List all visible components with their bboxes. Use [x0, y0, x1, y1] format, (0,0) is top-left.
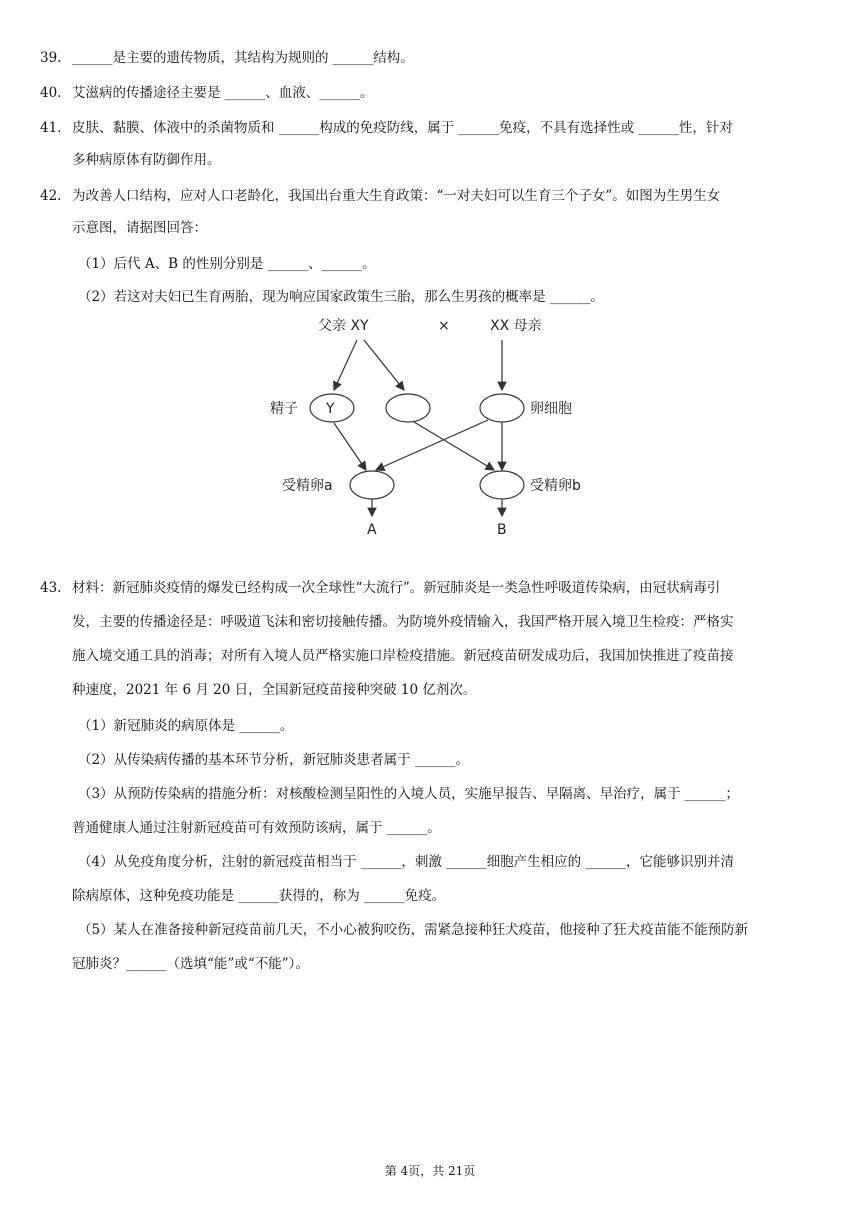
zygote-b-label: 受精卵b — [530, 478, 581, 494]
question-42-sub-1: （1）后代 A、B 的性别分别是 ______、______。 — [78, 256, 376, 272]
question-39-text: ______是主要的遗传物质，其结构为规则的 ______结构。 — [72, 50, 414, 66]
sperm-x-cell — [386, 394, 430, 422]
cross-symbol: × — [438, 318, 450, 334]
egg-label: 卵细胞 — [530, 401, 572, 417]
question-43-sub-1: （1）新冠肺炎的病原体是 ______。 — [78, 718, 294, 734]
question-number-41: 41. — [40, 120, 62, 136]
father-label: 父亲 XY — [318, 318, 369, 334]
question-43-line-2: 发，主要的传播途径是：呼吸道飞沫和密切接触传播。为防境外疫情输入，我国严格开展入境卫生检疫：严格实 — [72, 614, 734, 630]
question-43-sub-5a: （5）某人在准备接种新冠疫苗前几天，不小心被狗咬伤，需紧急接种狂犬疫苗，他接种了狂犬疫苗能不能预防新 — [78, 922, 749, 938]
question-40-text: 艾滋病的传播途径主要是 ______、血液、______。 — [72, 85, 374, 101]
sperm-y-label: Y — [326, 401, 335, 417]
question-41-line-2: 多种病原体有防御作用。 — [72, 152, 221, 168]
zygote-a-label: 受精卵a — [282, 478, 333, 494]
arrow-father-to-sperm-y — [334, 340, 357, 390]
mother-label: XX 母亲 — [490, 318, 542, 334]
question-43-line-4: 种速度，2021 年 6 月 20 日，全国新冠疫苗接种突破 10 亿剂次。 — [72, 682, 477, 698]
zygote-b-cell — [480, 471, 524, 499]
sex-determination-diagram — [262, 310, 602, 542]
question-43-sub-2: （2）从传染病传播的基本环节分析，新冠肺炎患者属于 ______。 — [78, 752, 469, 768]
question-42-sub-2: （2）若这对夫妇已生育两胎，现为响应国家政策生三胎，那么生男孩的概率是 ______。 — [78, 289, 604, 305]
arrow-sperm-x-to-zygote-b — [414, 422, 494, 470]
arrow-father-to-sperm-x — [364, 340, 404, 390]
zygote-a-cell — [350, 471, 394, 499]
arrow-sperm-y-to-zygote-a — [334, 423, 366, 470]
question-43-sub-4a: （4）从免疫角度分析，注射的新冠疫苗相当于 ______，刺激 ______细胞产生相应的 ______，它能够识别并清 — [78, 854, 734, 870]
question-43-sub-4b: 除病原体，这种免疫功能是 ______获得的，称为 ______免疫。 — [72, 888, 446, 904]
question-42-line-2: 示意图，请据图回答： — [72, 220, 207, 236]
offspring-b-label: B — [497, 522, 507, 538]
sperm-label: 精子 — [270, 401, 298, 417]
question-43-sub-3b: 普通健康人通过注射新冠疫苗可有效预防该病，属于 ______。 — [72, 820, 441, 836]
question-number-43: 43. — [40, 580, 62, 596]
egg-cell — [480, 394, 524, 422]
question-41-line-1: 皮肤、黏膜、体液中的杀菌物质和 ______构成的免疫防线，属于 ______免疫，不具有选择性或 ______性，针对 — [72, 120, 733, 136]
question-number-42: 42. — [40, 188, 62, 204]
question-43-sub-5b: 冠肺炎？______（选填“能”或“不能”）。 — [72, 956, 309, 972]
question-43-line-3: 施入境交通工具的消毒；对所有入境人员严格实施口岸检疫措施。新冠疫苗研发成功后，我国加快推进了疫苗接 — [72, 648, 734, 664]
question-43-sub-3a: （3）从预防传染病的措施分析：对核酸检测呈阳性的入境人员，实施早报告、早隔离、早治疗，属于 ______； — [78, 786, 739, 802]
question-43-line-1: 材料：新冠肺炎疫情的爆发已经构成一次全球性“大流行”。新冠肺炎是一类急性呼吸道传染病，由冠状病毒引 — [72, 580, 721, 596]
question-number-40: 40. — [40, 85, 62, 101]
page-footer: 第 4页，共 21页 — [384, 1164, 476, 1178]
arrow-egg-to-zygote-a — [376, 420, 488, 470]
question-number-39: 39. — [40, 50, 62, 66]
question-42-line-1: 为改善人口结构，应对人口老龄化，我国出台重大生育政策：“一对夫妇可以生育三个子女”。如图为生男生女 — [72, 188, 721, 204]
offspring-a-label: A — [367, 522, 377, 538]
